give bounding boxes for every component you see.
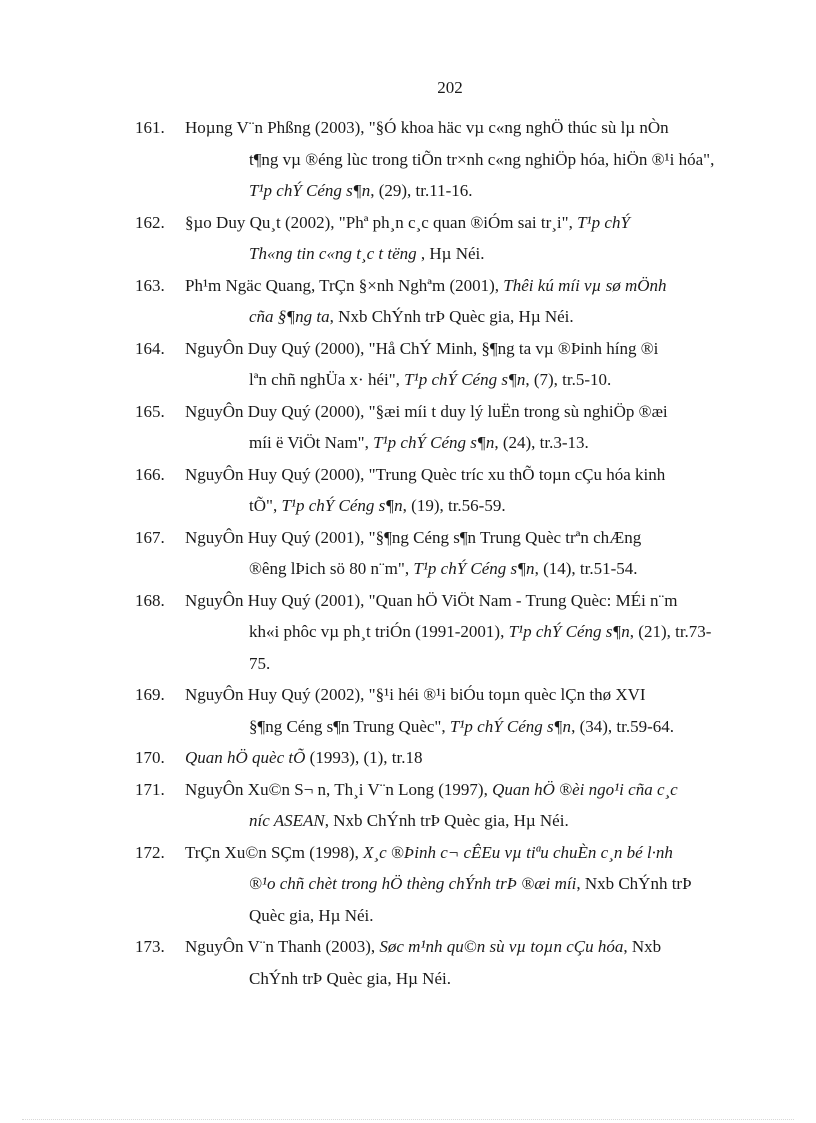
reference-text — [185, 465, 740, 522]
reference-number: 165. — [135, 401, 165, 421]
reference-line — [185, 685, 646, 704]
reference-segment: NguyÔn Xu©n S¬ n, Th¸i V¨n Long (1997), — [185, 779, 493, 799]
reference-number: 164. — [135, 338, 165, 358]
reference-text — [185, 748, 423, 767]
reference-line — [185, 900, 740, 932]
reference-segment: Ph¹m Ngäc Quang, TrÇn §×nh Nghªm (2001), — [185, 275, 504, 295]
reference-segment: NguyÔn Huy Quý (2000), "Trung Quèc tríc xu thÕ toµn cÇu hóa kinh — [185, 464, 666, 484]
reference-number: 172. — [135, 842, 165, 862]
reference-list — [135, 112, 740, 994]
reference-text — [185, 685, 740, 742]
reference-item — [135, 742, 740, 774]
reference-title-italic: Quan hÖ quèc tÕ — [185, 748, 306, 767]
reference-line — [185, 648, 740, 680]
reference-line — [185, 465, 665, 484]
reference-line — [185, 301, 740, 333]
reference-line — [185, 748, 423, 767]
reference-segment: , Nxb — [623, 937, 662, 956]
reference-segment: , (34), tr.59-64. — [571, 716, 674, 736]
reference-line — [185, 427, 740, 459]
reference-segment: , (19), tr.56-59. — [402, 496, 506, 515]
reference-line — [185, 339, 658, 358]
reference-item — [135, 112, 740, 207]
reference-segment: NguyÔn V¨n Thanh (2003), — [185, 937, 380, 956]
reference-item — [135, 333, 740, 396]
reference-line — [185, 963, 740, 995]
reference-title-italic: X¸c ®Þinh c¬ cÊEu vµ tiªu chuÈn c¸n bé l·nh — [363, 842, 673, 862]
reference-title-italic: Quan hÖ ®èi ngo¹i cña c¸c — [492, 779, 678, 799]
reference-number: 161. — [135, 118, 165, 137]
reference-text — [185, 528, 740, 585]
reference-segment: , (29), tr.11-16. — [370, 181, 473, 200]
reference-text — [185, 591, 740, 680]
reference-segment: t¶ng vµ ®éng lùc trong tiÕn tr×nh c«ng nghiÖp hóa, hiÖn ®¹i hóa", — [249, 149, 715, 169]
reference-segment: NguyÔn Duy Quý (2000), "Hå ChÝ Minh, §¶ng ta vµ ®Þinh híng ®i — [185, 338, 659, 358]
reference-number: 173. — [135, 937, 165, 956]
reference-title-italic: T¹p chÝ Céng s¶n — [281, 496, 403, 515]
reference-number: 170. — [135, 748, 165, 767]
reference-number: 171. — [135, 779, 165, 799]
reference-line — [185, 118, 669, 137]
reference-segment: Hoµng V¨n Phßng (2003), "§Ó khoa häc vµ c«ng nghÖ thúc sù lµ nÒn — [185, 118, 669, 137]
reference-line — [185, 213, 630, 232]
reference-segment: ®êng lÞich sö 80 n¨m", — [249, 559, 414, 578]
reference-text — [185, 402, 740, 459]
reference-segment: NguyÔn Duy Quý (2000), "§æi míi t duy lý luËn trong sù nghiÖp ®æi — [185, 401, 668, 421]
reference-number: 162. — [135, 212, 165, 232]
reference-segment: §µo Duy Qu¸t (2002), "Phª ph¸n c¸c quan ®iÓm sai tr¸i", — [185, 212, 578, 232]
reference-segment: 75. — [249, 653, 271, 673]
reference-title-italic: Thêi kú míi vµ sø mÖnh — [503, 275, 667, 295]
reference-text — [185, 780, 740, 837]
reference-title-italic: ®¹o chñ chèt trong hÖ thèng chÝnh trÞ ®æi míi — [249, 874, 577, 893]
reference-title-italic: T¹p chÝ Céng s¶n — [508, 622, 630, 641]
reference-line — [185, 843, 673, 862]
reference-segment: , (21), tr.73- — [629, 622, 712, 641]
reference-item — [135, 774, 740, 837]
reference-segment: míi ë ViÖt Nam", — [249, 433, 374, 452]
reference-segment: , Nxb ChÝnh trÞ Quèc gia, Hµ Néi. — [324, 811, 569, 830]
reference-segment: (1993), (1), tr.18 — [305, 748, 423, 767]
reference-text — [185, 339, 740, 396]
reference-text — [185, 843, 740, 932]
reference-segment: TrÇn Xu©n SÇm (1998), — [185, 842, 364, 862]
reference-title-italic: T¹p chÝ Céng s¶n — [413, 559, 535, 578]
reference-line — [185, 780, 678, 799]
reference-title-italic: Søc m¹nh qu©n sù vµ toµn cÇu hóa — [379, 937, 624, 956]
reference-line — [185, 238, 740, 270]
reference-number: 169. — [135, 685, 165, 704]
reference-line — [185, 805, 740, 837]
reference-number: 166. — [135, 464, 165, 484]
reference-segment: NguyÔn Huy Quý (2001), "Quan hÖ ViÖt Nam - Trung Quèc: MÉi n¨m — [185, 590, 678, 610]
reference-line — [185, 490, 740, 522]
reference-item — [135, 931, 740, 994]
footer-dotted-rule — [22, 1119, 794, 1120]
reference-number: 168. — [135, 590, 165, 610]
reference-text — [185, 937, 740, 994]
reference-text — [185, 276, 740, 333]
reference-item — [135, 459, 740, 522]
reference-segment: , (7), tr.5-10. — [525, 370, 612, 389]
reference-segment: , (24), tr.3-13. — [494, 433, 589, 452]
reference-title-italic: T¹p chÝ Céng s¶n — [373, 433, 495, 452]
reference-item — [135, 522, 740, 585]
reference-line — [185, 144, 740, 176]
reference-line — [185, 591, 677, 610]
reference-line — [185, 711, 740, 743]
reference-segment: , Hµ Néi. — [416, 244, 485, 263]
reference-segment: NguyÔn Huy Quý (2001), "§¶ng Céng s¶n Trung Quèc trªn chÆng — [185, 527, 642, 547]
reference-line — [185, 616, 740, 648]
reference-title-italic: T¹p chÝ — [577, 212, 630, 232]
reference-line — [185, 364, 740, 396]
reference-title-italic: T¹p chÝ Céng s¶n — [449, 716, 572, 736]
reference-item — [135, 585, 740, 680]
reference-line — [185, 868, 740, 900]
reference-item — [135, 207, 740, 270]
reference-text — [185, 213, 740, 270]
reference-title-italic: cña §¶ng ta — [249, 307, 330, 326]
reference-number: 167. — [135, 527, 165, 547]
reference-segment: tÕ", — [249, 496, 282, 515]
reference-segment: NguyÔn Huy Quý (2002), "§¹i héi ®¹i biÓu toµn quèc lÇn thø XVI — [185, 685, 646, 704]
reference-line — [185, 276, 667, 295]
reference-item — [135, 270, 740, 333]
reference-line — [185, 937, 661, 956]
reference-segment: Quèc gia, Hµ Néi. — [249, 905, 374, 925]
reference-title-italic: T¹p chÝ Céng s¶n — [404, 370, 526, 389]
reference-item — [135, 679, 740, 742]
reference-item — [135, 837, 740, 932]
reference-segment: , (14), tr.51-54. — [534, 559, 638, 578]
reference-number: 163. — [135, 275, 165, 295]
reference-line — [185, 528, 641, 547]
reference-line — [185, 402, 668, 421]
reference-segment: lªn chñ nghÜa x· héi", — [249, 370, 405, 389]
reference-segment: , Nxb ChÝnh trÞ Quèc gia, Hµ Néi. — [329, 307, 574, 326]
reference-segment: ChÝnh trÞ Quèc gia, Hµ Néi. — [249, 968, 451, 988]
page-number: 202 — [437, 78, 463, 97]
reference-title-italic: Th«ng tin c«ng t¸c t tëng — [249, 244, 417, 263]
reference-text — [185, 118, 740, 207]
reference-line — [185, 553, 740, 585]
reference-segment: , Nxb ChÝnh trÞ — [576, 874, 692, 893]
reference-item — [135, 396, 740, 459]
reference-title-italic: T¹p chÝ Céng s¶n — [249, 181, 371, 200]
reference-segment: §¶ng Céng s¶n Trung Quèc", — [249, 716, 450, 736]
reference-title-italic: níc ASEAN — [249, 811, 325, 830]
reference-segment: kh«i phôc vµ ph¸t triÓn (1991-2001), — [249, 622, 509, 641]
reference-line — [185, 175, 740, 207]
